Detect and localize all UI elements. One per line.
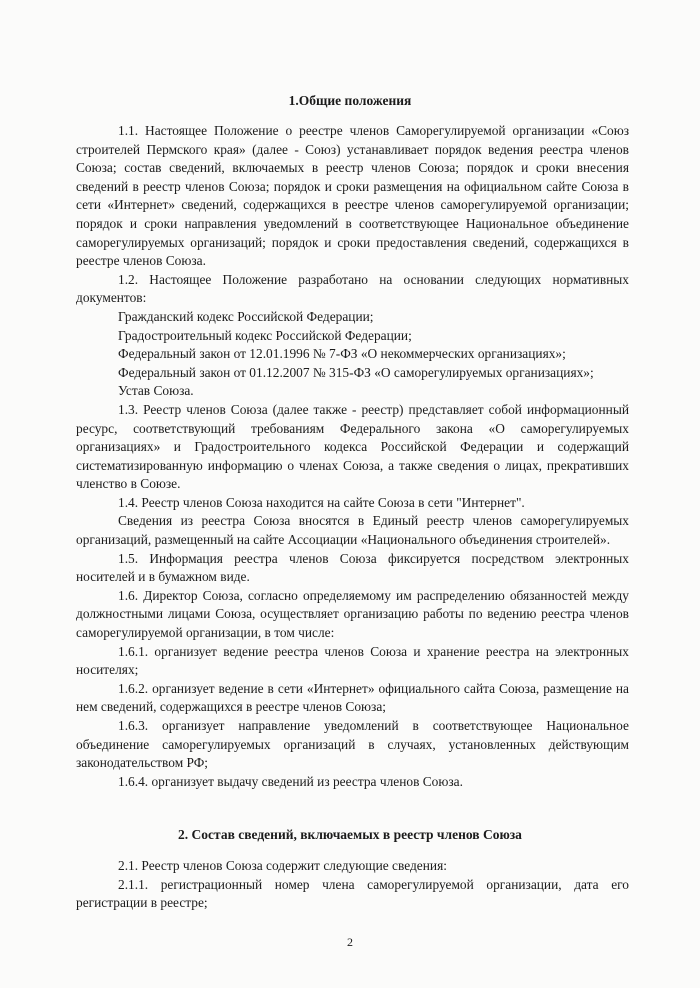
page-number: 2 <box>347 935 353 949</box>
paragraph-1-4-note: Сведения из реестра Союза вносятся в Единый реестр членов саморегулируемых организаций, размещенный на сайте Ассоциации «Национального объединения строителей». <box>76 513 629 548</box>
paragraph-1-6: 1.6. Директор Союза, согласно определяемому им распределению обязанностей между должностными лицами Союза, осуществляет организацию работы по ведению реестра членов саморегулируемой организации, в том числе: <box>76 587 629 641</box>
paragraph-1-6-2: 1.6.2. организует ведение в сети «Интернет» официального сайта Союза, размещение на нем сведений, содержащихся в реестре членов Союза; <box>76 680 629 715</box>
section-2-body <box>76 857 629 913</box>
paragraph-2-1: 2.1. Реестр членов Союза содержит следующие сведения: <box>118 858 447 873</box>
paragraph-1-2: 1.2. Настоящее Положение разработано на основании следующих нормативных документов: <box>76 271 629 306</box>
paragraph-1-3: 1.3. Реестр членов Союза (далее также - реестр) представляет собой информационный ресурс, соответствующий требованиям Федерального закона «О саморегулируемых организациях» и Градостроительного кодекса Российской Федерации и содержащий систематизированную информацию о членах Союза, а также сведения о лицах, прекративших членство в Союзе. <box>76 401 629 492</box>
list-item-civil-code: Гражданский кодекс Российской Федерации; <box>118 308 374 324</box>
paragraph-1-6-4: 1.6.4. организует выдачу сведений из реестра членов Союза. <box>118 773 463 789</box>
paragraph-2-1-1: 2.1.1. регистрационный номер члена саморегулируемой организации, дата его регистрации в реестре; <box>76 876 629 911</box>
paragraph-1-1: 1.1. Настоящее Положение о реестре членов Саморегулируемой организации «Союз строителей Пермского края» (далее - Союз) устанавливает порядок ведения реестра членов Союза; состав сведений, включаемых в реестр членов Союза; порядок и сроки внесения сведений в реестр членов Союза; порядок и сроки размещения на официальном сайте Союза в сети «Интернет» сведений, содержащихся в реестре членов саморегулируемой организации; порядок и сроки направления уведомлений в соответствующее Национальное объединение саморегулируемых организаций; порядок и сроки предоставления сведений, содержащихся в реестре членов Союза. <box>76 123 629 269</box>
section-1-body <box>76 122 629 791</box>
paragraph-1-6-1: 1.6.1. организует ведение реестра членов Союза и хранение реестра на электронных носителях; <box>76 643 629 678</box>
list-item-urban-code: Градостроительный кодекс Российской Федерации; <box>118 327 412 343</box>
paragraph-1-5: 1.5. Информация реестра членов Союза фиксируется посредством электронных носителей и в бумажном виде. <box>76 550 629 585</box>
paragraph-1-6-3: 1.6.3. организует направление уведомлений в соответствующее Национальное объединение саморегулируемых организаций в случаях, установленных действующим законодательством РФ; <box>76 718 629 771</box>
paragraph-1-4: 1.4. Реестр членов Союза находится на сайте Союза в сети "Интернет". <box>118 494 525 510</box>
section-1-title: 1.Общие положения <box>288 93 412 108</box>
section-2-title: 2. Состав сведений, включаемых в реестр членов Союза <box>178 827 522 842</box>
list-item-law-315fz: Федеральный закон от 01.12.2007 № 315-ФЗ «О саморегулируемых организациях»; <box>118 364 594 380</box>
list-item-charter: Устав Союза. <box>118 383 194 399</box>
list-item-law-7fz: Федеральный закон от 12.01.1996 № 7-ФЗ «О некоммерческих организациях»; <box>118 346 566 362</box>
